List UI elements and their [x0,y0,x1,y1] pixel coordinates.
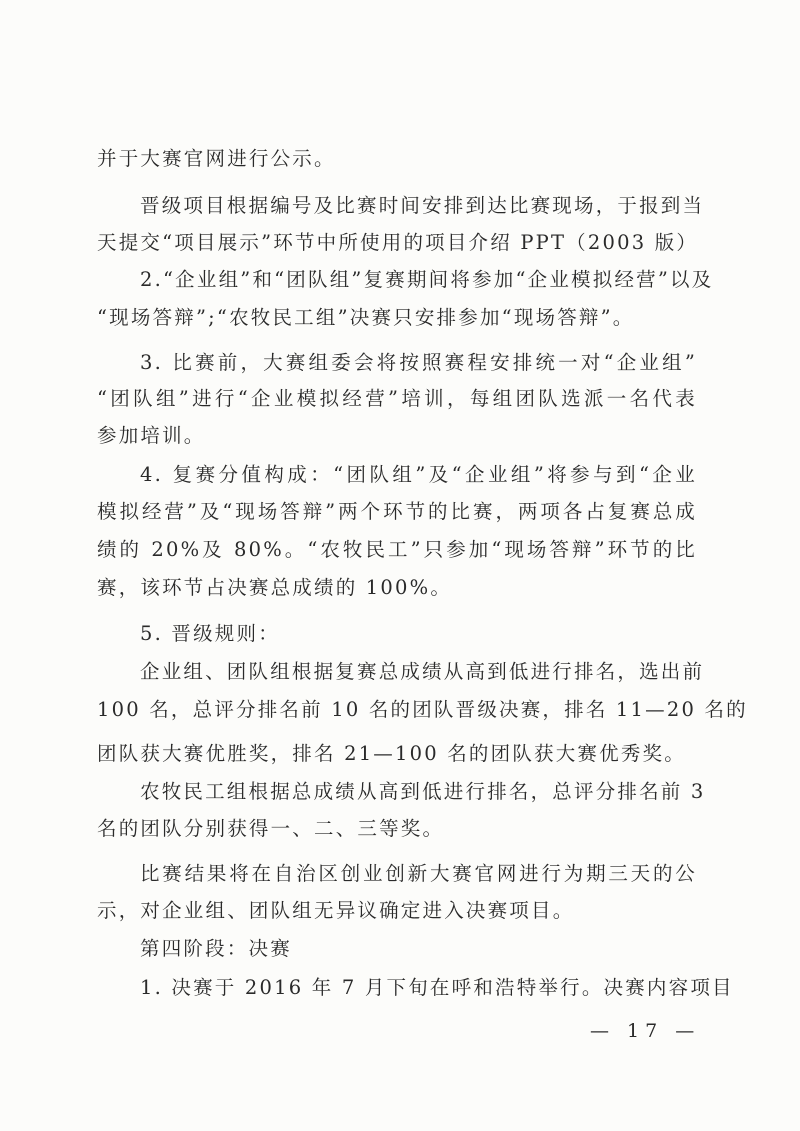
text-line: 并于大赛官网进行公示。 [97,147,336,170]
text-line: 参加培训。 [97,424,206,447]
text-line: 模拟经营”及“现场答辩”两个环节的比赛，两项各占复赛总成 [97,500,697,523]
section-heading: 第四阶段：决赛 [140,937,292,960]
text-line: 4. 复赛分值构成：“团队组”及“企业组”将参与到“企业 [140,463,697,486]
text-line: 绩的 20%及 80%。“农牧民工”只参加“现场答辩”环节的比 [97,538,697,561]
page-number: — 17 — [590,1020,701,1042]
text-line: “团队组”进行“企业模拟经营”培训，每组团队选派一名代表 [97,387,697,410]
text-line: “现场答辩”;“农牧民工组”决赛只安排参加“现场答辩”。 [97,306,635,329]
text-line: 100 名，总评分排名前 10 名的团队晋级决赛，排名 11—20 名的 [97,698,748,721]
section-heading: 5. 晋级规则： [140,622,280,645]
text-line: 示，对企业组、团队组无异议确定进入决赛项目。 [97,899,575,922]
text-line: 3. 比赛前，大赛组委会将按照赛程安排统一对“企业组” [140,351,697,374]
text-line: 晋级项目根据编号及比赛时间安排到达比赛现场，于报到当 [140,194,705,217]
text-line: 1. 决赛于 2016 年 7 月下旬在呼和浩特举行。决赛内容项目 [140,976,734,999]
text-line: 团队获大赛优胜奖，排名 21—100 名的团队获大赛优秀奖。 [97,742,686,765]
text-line: 企业组、团队组根据复赛总成绩从高到低进行排名，选出前 [140,660,705,683]
text-line: 2.“企业组”和“团队组”复赛期间将参加“企业模拟经营”以及 [140,268,714,291]
text-line: 天提交“项目展示”环节中所使用的项目介绍 PPT（2003 版） [97,231,699,254]
text-line: 赛，该环节占决赛总成绩的 100%。 [97,576,453,599]
text-line: 名的团队分别获得一、二、三等奖。 [97,817,445,840]
text-line: 比赛结果将在自治区创业创新大赛官网进行为期三天的公 [140,862,697,885]
text-line: 农牧民工组根据总成绩从高到低进行排名，总评分排名前 3 [140,780,706,803]
